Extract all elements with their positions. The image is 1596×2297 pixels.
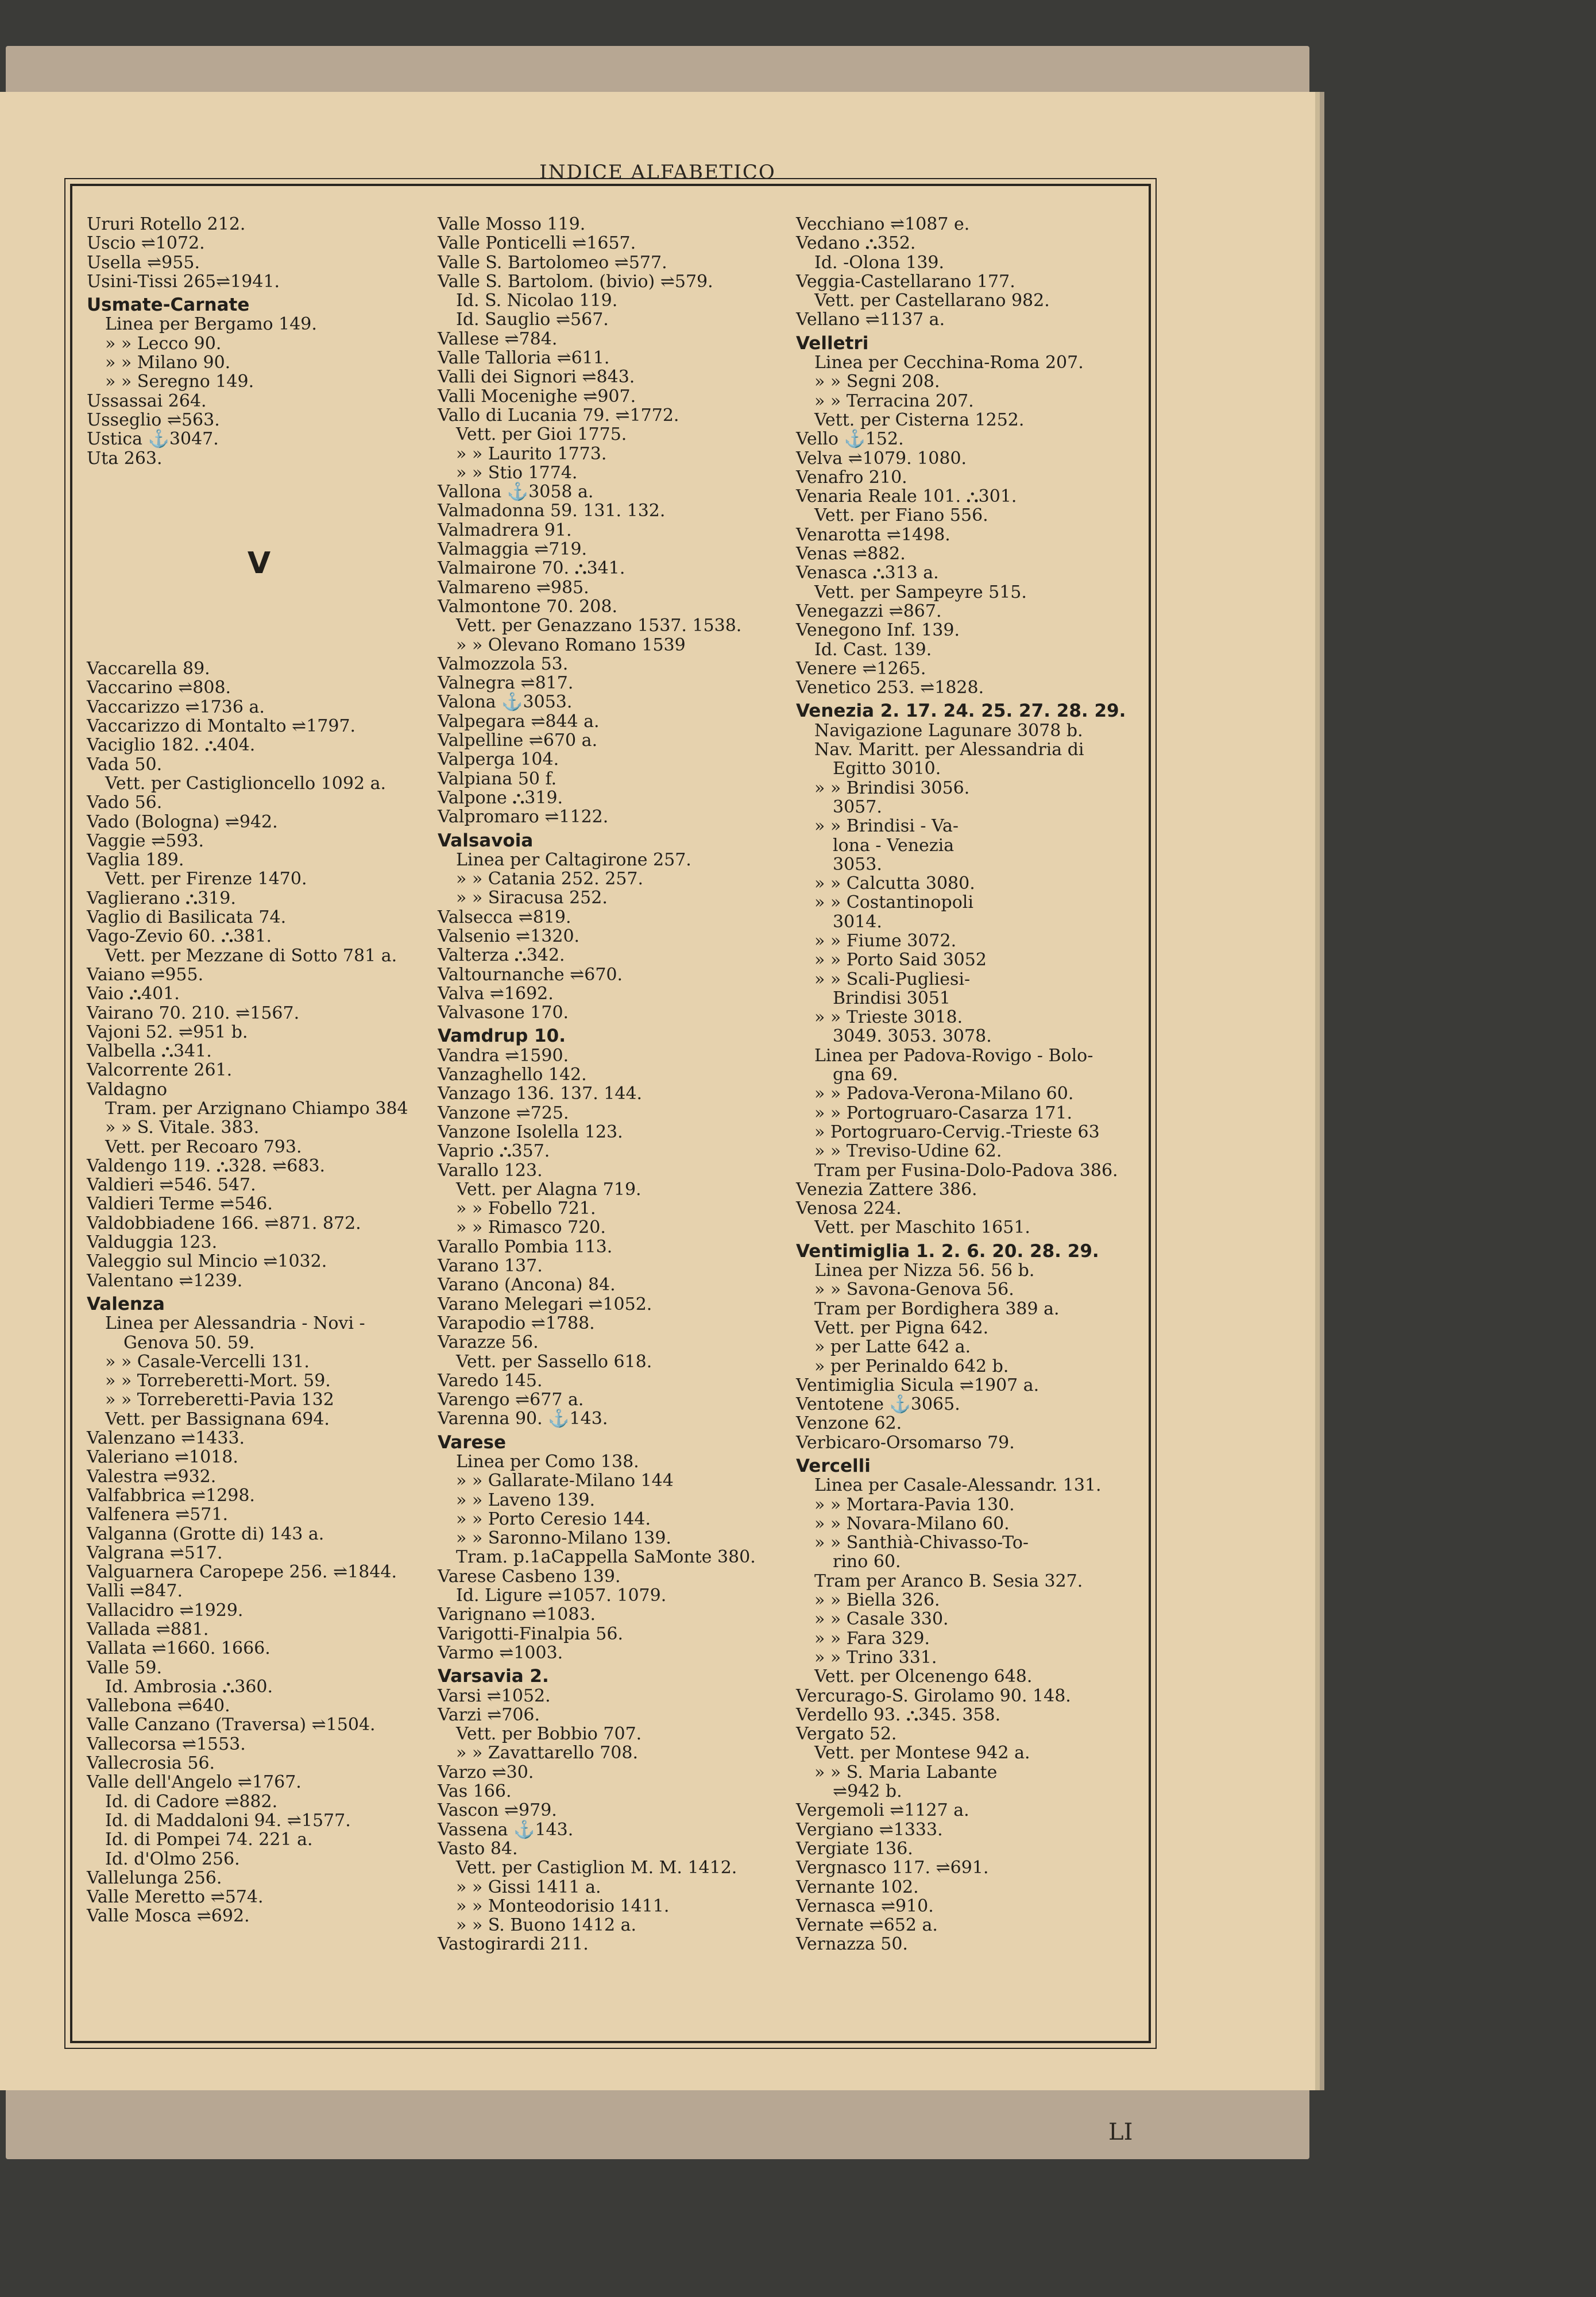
index-entry: Vallacidro ⇌1929. (87, 1600, 244, 1621)
index-entry: » » Catania 252. 257. (456, 869, 644, 890)
index-entry: Vaccarella 89. (87, 659, 210, 679)
index-entry: Linea per Cecchina-Roma 207. (814, 353, 1084, 373)
index-entry: Ventotene ⚓3065. (796, 1394, 960, 1415)
index-entry: Ururi Rotello 212. (87, 214, 246, 234)
index-entry: » » Brindisi 3056. (814, 778, 970, 798)
index-entry: Varallo 123. (438, 1160, 543, 1181)
index-entry: Linea per Caltagirone 257. (456, 849, 691, 870)
index-entry: Valduggia 123. (87, 1232, 218, 1253)
index-entry: Venosa 224. (796, 1198, 902, 1219)
index-entry: Tram per Fusina-Dolo-Padova 386. (814, 1160, 1118, 1181)
index-entry: Vanzone ⇌725. (438, 1103, 569, 1123)
index-entry: Valperga 104. (438, 749, 559, 770)
index-entry: Varsi ⇌1052. (438, 1685, 551, 1706)
index-entry: Vastogirardi 211. (438, 1934, 589, 1955)
index-entry: Vett. per Bassignana 694. (105, 1409, 330, 1429)
index-entry: Vas 166. (438, 1781, 512, 1802)
index-entry: » » Padova-Verona-Milano 60. (814, 1084, 1074, 1104)
index-entry: » » Trieste 3018. (814, 1007, 963, 1028)
index-entry: Usella ⇌955. (87, 252, 200, 273)
index-entry: Varenna 90. ⚓143. (438, 1409, 608, 1429)
index-entry: Valli ⇌847. (87, 1581, 183, 1602)
index-entry: Valpone ⛬319. (438, 787, 563, 808)
index-entry: Valle 59. (87, 1657, 162, 1678)
index-entry: Valcorrente 261. (87, 1060, 233, 1081)
index-heading: Vamdrup 10. (438, 1026, 566, 1047)
index-entry: Vernante 102. (796, 1877, 919, 1897)
index-entry: Vett. per Castiglioncello 1092 a. (105, 773, 386, 794)
index-entry: lona - Venezia (833, 835, 954, 856)
index-entry: Vasto 84. (438, 1838, 518, 1859)
index-entry: Tram. p.1aCappella SaMonte 380. (456, 1547, 756, 1568)
index-entry: Ustica ⚓3047. (87, 429, 219, 450)
index-entry: Venegono Inf. 139. (796, 620, 960, 641)
index-entry: Valeggio sul Mincio ⇌1032. (87, 1251, 327, 1272)
index-entry: Vett. per Castiglion M. M. 1412. (456, 1858, 737, 1878)
index-entry: Valdieri Terme ⇌546. (87, 1194, 273, 1215)
index-entry: Tram. per Arzignano Chiampo 384 (105, 1098, 408, 1119)
index-entry: Vairano 70. 210. ⇌1567. (87, 1003, 300, 1023)
index-entry: » » Laveno 139. (456, 1490, 596, 1510)
index-heading: Valenza (87, 1293, 165, 1314)
index-entry: Vergiano ⇌1333. (796, 1819, 943, 1840)
index-entry: » » S. Vitale. 383. (105, 1117, 260, 1138)
index-entry: Valle Ponticelli ⇌1657. (438, 233, 636, 254)
index-heading: Varsavia 2. (438, 1666, 549, 1687)
index-entry: » » Stio 1774. (456, 462, 578, 483)
index-entry: Valmadrera 91. (438, 520, 572, 540)
index-entry: Varano (Ancona) 84. (438, 1275, 616, 1296)
index-entry: Valle dell'Angelo ⇌1767. (87, 1772, 302, 1793)
index-entry: Valmontone 70. 208. (438, 596, 617, 617)
index-entry: Valfabbrica ⇌1298. (87, 1485, 255, 1506)
index-heading: Valsavoia (438, 830, 534, 851)
index-entry: » » Terracina 207. (814, 390, 974, 411)
index-entry: Vaccarizzo di Montalto ⇌1797. (87, 716, 356, 737)
index-entry: Vett. per Gioi 1775. (456, 424, 627, 445)
index-entry: Vernasca ⇌910. (796, 1896, 934, 1916)
index-entry: Vallada ⇌881. (87, 1619, 209, 1639)
index-entry: Vanzone Isolella 123. (438, 1122, 623, 1142)
index-entry: » » Treviso-Udine 62. (814, 1141, 1002, 1162)
index-entry: Vallo di Lucania 79. ⇌1772. (438, 405, 679, 426)
index-entry: » » Portogruaro-Casarza 171. (814, 1103, 1073, 1123)
index-entry: Linea per Como 138. (456, 1452, 639, 1472)
index-entry: Varzi ⇌706. (438, 1704, 540, 1725)
page-header: INDICE ALFABETICO (539, 161, 776, 184)
index-entry: Ventimiglia Sicula ⇌1907 a. (796, 1375, 1039, 1395)
index-entry: Valguarnera Caropepe 256. ⇌1844. (87, 1562, 397, 1583)
index-entry: Vernazza 50. (796, 1934, 908, 1955)
index-entry: Id. di Pompei 74. 221 a. (105, 1830, 313, 1850)
index-entry: Valdengo 119. ⛬328. ⇌683. (87, 1155, 326, 1176)
index-entry: » » Fara 329. (814, 1628, 930, 1649)
index-entry: Id. S. Nicolao 119. (456, 291, 618, 311)
index-entry: Vello ⚓152. (796, 429, 904, 450)
index-entry: Vett. per Alagna 719. (456, 1179, 642, 1200)
index-entry: Valnegra ⇌817. (438, 673, 574, 694)
index-entry: » » Brindisi - Va- (814, 816, 959, 837)
index-entry: Valona ⚓3053. (438, 692, 573, 713)
index-column-3 (796, 215, 1141, 1954)
index-entry: 3057. (833, 796, 882, 817)
index-entry: Venafro 210. (796, 467, 907, 488)
index-entry: » » Mortara-Pavia 130. (814, 1494, 1015, 1515)
index-entry: Vett. per Sampeyre 515. (814, 582, 1027, 602)
index-entry: Linea per Casale-Alessandr. 131. (814, 1475, 1102, 1496)
index-entry: Valle S. Bartolom. (bivio) ⇌579. (438, 271, 713, 292)
index-entry: Nav. Maritt. per Alessandria di (814, 740, 1084, 760)
index-entry: » » Santhià-Chivasso-To- (814, 1533, 1029, 1553)
index-entry: Varengo ⇌677 a. (438, 1390, 584, 1410)
index-entry: Vaglia 189. (87, 850, 184, 871)
index-entry: Venaria Reale 101. ⛬301. (796, 486, 1017, 507)
index-column-2 (438, 215, 782, 1954)
index-heading: Varese (438, 1432, 507, 1453)
index-entry: Linea per Bergamo 149. (105, 314, 317, 335)
index-entry: Vett. per Genazzano 1537. 1538. (456, 616, 742, 636)
index-entry: Vada 50. (87, 754, 163, 775)
index-entry: Valpelline ⇌670 a. (438, 730, 598, 751)
index-entry: Vallebona ⇌640. (87, 1696, 230, 1716)
index-entry: Valdagno (87, 1079, 168, 1100)
index-entry: Valle Mosso 119. (438, 214, 586, 234)
index-entry: » » S. Maria Labante (814, 1762, 998, 1782)
index-entry: Uta 263. (87, 448, 163, 469)
index-entry: Vandra ⇌1590. (438, 1045, 569, 1066)
index-entry: Vaciglio 182. ⛬404. (87, 735, 256, 756)
index-entry: Valmareno ⇌985. (438, 577, 589, 598)
index-entry: Id. Cast. 139. (814, 639, 932, 660)
index-entry: Valle S. Bartolomeo ⇌577. (438, 252, 667, 273)
index-entry: Vett. per Castellarano 982. (814, 291, 1050, 311)
index-entry: Valle Talloria ⇌611. (438, 348, 610, 369)
index-frame (70, 184, 1151, 2043)
index-entry: Linea per Padova-Rovigo - Bolo- (814, 1045, 1093, 1066)
index-entry: Valli Mocenighe ⇌907. (438, 386, 636, 407)
index-entry: Valterza ⛬342. (438, 945, 565, 966)
index-entry: » » Calcutta 3080. (814, 873, 975, 894)
index-entry: » » S. Buono 1412 a. (456, 1915, 636, 1936)
index-entry: Id. di Maddaloni 94. ⇌1577. (105, 1810, 351, 1831)
index-entry: Valdobbiadene 166. ⇌871. 872. (87, 1213, 361, 1233)
index-entry: ⇌942 b. (833, 1781, 902, 1802)
index-entry: Valli dei Signori ⇌843. (438, 367, 635, 388)
index-entry: » » Fobello 721. (456, 1198, 596, 1219)
index-entry: Varzo ⇌30. (438, 1762, 534, 1782)
index-entry: » » Torreberetti-Mort. 59. (105, 1371, 331, 1391)
index-entry: » » Fiume 3072. (814, 930, 957, 951)
index-entry: Vaiano ⇌955. (87, 964, 204, 985)
index-entry: Venere ⇌1265. (796, 658, 926, 679)
index-heading: Ventimiglia 1. 2. 6. 20. 28. 29. (796, 1240, 1099, 1262)
index-entry: Valtournanche ⇌670. (438, 964, 623, 985)
index-entry: » » Costantinopoli (814, 892, 973, 913)
index-entry: Varmo ⇌1003. (438, 1642, 563, 1663)
index-entry: Vaglierano ⛬319. (87, 888, 236, 908)
page-number: LI (1108, 2119, 1133, 2145)
index-entry: Valpegara ⇌844 a. (438, 711, 600, 732)
index-entry: Venasca ⛬313 a. (796, 563, 939, 583)
index-entry: Ussassai 264. (87, 390, 207, 411)
index-entry: Varano Melegari ⇌1052. (438, 1294, 652, 1314)
index-entry: Varedo 145. (438, 1370, 543, 1391)
index-entry: Vallese ⇌784. (438, 328, 558, 349)
index-entry: Id. -Olona 139. (814, 252, 945, 273)
index-entry: Vaglio di Basilicata 74. (87, 907, 287, 928)
index-entry: » per Perinaldo 642 b. (814, 1356, 1009, 1376)
index-entry: Vallelunga 256. (87, 1867, 222, 1888)
index-entry: Valentano ⇌1239. (87, 1270, 243, 1291)
index-entry: » » Scali-Pugliesi- (814, 969, 971, 989)
index-entry: Vallona ⚓3058 a. (438, 482, 594, 502)
index-entry: Vett. per Fiano 556. (814, 505, 988, 526)
index-entry: Linea per Alessandria - Novi - (105, 1313, 365, 1334)
index-entry: Valmozzola 53. (438, 653, 569, 674)
index-entry: Vascon ⇌979. (438, 1800, 557, 1821)
index-entry: Vassena ⚓143. (438, 1819, 574, 1840)
index-entry: Valpiana 50 f. (438, 768, 557, 789)
index-entry: Vett. per Sassello 618. (456, 1351, 652, 1372)
index-entry: » Portogruaro-Cervig.-Trieste 63 (814, 1122, 1100, 1142)
index-entry: Venetico 253. ⇌1828. (796, 678, 984, 698)
index-entry: Venegazzi ⇌867. (796, 601, 942, 621)
index-entry: Valva ⇌1692. (438, 983, 554, 1004)
index-entry: » » Casale-Vercelli 131. (105, 1351, 310, 1372)
index-entry: Valeriano ⇌1018. (87, 1447, 238, 1468)
index-entry: Vergiate 136. (796, 1838, 913, 1859)
index-entry: Valle Meretto ⇌574. (87, 1887, 264, 1908)
index-entry: » » Trino 331. (814, 1647, 937, 1668)
index-entry: » » Porto Said 3052 (814, 950, 987, 970)
index-entry: » » Zavattarello 708. (456, 1743, 639, 1764)
index-entry: Usini-Tissi 265⇌1941. (87, 271, 280, 292)
index-entry: » » Monteodorisio 1411. (456, 1896, 670, 1916)
index-entry: Egitto 3010. (833, 759, 941, 779)
index-entry: Valle Canzano (Traversa) ⇌1504. (87, 1715, 376, 1735)
index-entry: Vallecrosia 56. (87, 1753, 215, 1774)
index-entry: Valestra ⇌932. (87, 1466, 217, 1487)
index-entry: Vett. per Cisterna 1252. (814, 409, 1025, 430)
index-entry: Vaggie ⇌593. (87, 830, 204, 851)
index-entry: » » Saronno-Milano 139. (456, 1528, 671, 1549)
index-entry: Vado 56. (87, 792, 163, 813)
index-entry: Vanzaghello 142. (438, 1065, 587, 1085)
index-entry: Usseglio ⇌563. (87, 409, 220, 430)
index-entry: Vett. per Maschito 1651. (814, 1217, 1030, 1238)
index-entry: » » Porto Ceresio 144. (456, 1509, 651, 1529)
index-entry: Id. Ambrosia ⛬360. (105, 1676, 273, 1697)
index-entry: Vaccarino ⇌808. (87, 678, 231, 698)
index-entry: Vaprio ⛬357. (438, 1141, 550, 1162)
index-entry: Vago-Zevio 60. ⛬381. (87, 926, 272, 947)
index-entry: Valmairone 70. ⛬341. (438, 558, 625, 579)
index-entry: Venzone 62. (796, 1413, 902, 1434)
index-entry: Vedano ⛬352. (796, 233, 916, 254)
index-entry: Vecchiano ⇌1087 e. (796, 214, 970, 234)
index-entry: rino 60. (833, 1552, 901, 1572)
index-entry: Vett. per Pigna 642. (814, 1317, 989, 1338)
index-entry: Varignano ⇌1083. (438, 1604, 596, 1625)
index-entry: » » Olevano Romano 1539 (456, 635, 686, 655)
index-entry: » » Laurito 1773. (456, 443, 607, 464)
index-entry: Valgrana ⇌517. (87, 1542, 223, 1563)
index-entry: Venarotta ⇌1498. (796, 524, 950, 545)
index-entry: Vercurago-S. Girolamo 90. 148. (796, 1685, 1071, 1706)
index-entry: Venezia Zattere 386. (796, 1179, 977, 1200)
index-entry: Vallecorsa ⇌1553. (87, 1734, 246, 1754)
index-entry: Vellano ⇌1137 a. (796, 310, 945, 330)
index-entry: Valdieri ⇌546. 547. (87, 1175, 256, 1196)
index-entry: Varapodio ⇌1788. (438, 1313, 595, 1333)
index-entry: Id. d'Olmo 256. (105, 1849, 240, 1869)
index-entry: Venas ⇌882. (796, 544, 906, 564)
index-entry: Valmadonna 59. 131. 132. (438, 501, 666, 521)
index-entry: Varazze 56. (438, 1332, 539, 1353)
index-entry: Uscio ⇌1072. (87, 233, 205, 254)
index-entry: Linea per Nizza 56. 56 b. (814, 1260, 1035, 1281)
index-entry: » per Latte 642 a. (814, 1337, 971, 1358)
index-entry: Vett. per Montese 942 a. (814, 1743, 1030, 1764)
index-entry: » » Seregno 149. (105, 372, 254, 392)
index-entry: Valvasone 170. (438, 1003, 569, 1023)
index-entry: Vergnasco 117. ⇌691. (796, 1858, 989, 1878)
index-entry: Vett. per Firenze 1470. (105, 869, 307, 890)
index-entry: » » Gallarate-Milano 144 (456, 1471, 674, 1491)
index-entry: 3014. (833, 911, 882, 932)
section-letter: V (247, 546, 271, 581)
index-entry: Veggia-Castellarano 177. (796, 271, 1015, 292)
index-entry: Vett. per Mezzane di Sotto 781 a. (105, 945, 397, 966)
index-entry: Vett. per Bobbio 707. (456, 1724, 642, 1745)
index-entry: Varese Casbeno 139. (438, 1566, 621, 1587)
index-entry: Vett. per Recoaro 793. (105, 1136, 302, 1157)
index-heading: Velletri (796, 332, 869, 354)
index-entry: Vaccarizzo ⇌1736 a. (87, 697, 265, 717)
index-entry: Valbella ⛬341. (87, 1041, 212, 1062)
index-entry: Id. di Cadore ⇌882. (105, 1791, 278, 1812)
index-entry: Brindisi 3051 (833, 988, 950, 1008)
index-heading: Venezia 2. 17. 24. 25. 27. 28. 29. (796, 701, 1126, 722)
index-entry: Genova 50. 59. (123, 1332, 255, 1353)
index-entry: Valle Mosca ⇌692. (87, 1906, 250, 1927)
index-entry: Id. Sauglio ⇌567. (456, 310, 609, 330)
page (0, 92, 1315, 2145)
index-entry: gna 69. (833, 1065, 898, 1085)
index-entry: » » Rimasco 720. (456, 1217, 606, 1238)
index-entry: Valganna (Grotte di) 143 a. (87, 1523, 324, 1544)
index-entry: » » Savona-Genova 56. (814, 1279, 1014, 1300)
index-entry: Valmaggia ⇌719. (438, 539, 588, 560)
index-entry: » » Segni 208. (814, 372, 940, 392)
index-entry: Valfenera ⇌571. (87, 1505, 229, 1525)
index-entry: Valpromaro ⇌1122. (438, 807, 609, 827)
index-entry: » » Biella 326. (814, 1590, 940, 1611)
index-entry: Valsenio ⇌1320. (438, 926, 580, 946)
index-heading: Usmate-Carnate (87, 295, 250, 316)
index-entry: » » Casale 330. (814, 1609, 949, 1630)
index-entry: Varigotti-Finalpia 56. (438, 1623, 623, 1644)
index-entry: Varallo Pombia 113. (438, 1236, 613, 1257)
index-entry: Velva ⇌1079. 1080. (796, 448, 967, 469)
index-entry: Varano 137. (438, 1256, 543, 1277)
index-entry: Vett. per Olcenengo 648. (814, 1666, 1033, 1687)
index-entry: Navigazione Lagunare 3078 b. (814, 720, 1083, 741)
index-entry: Tram per Bordighera 389 a. (814, 1298, 1060, 1319)
index-entry: » » Siracusa 252. (456, 888, 608, 908)
index-entry: Tram per Aranco B. Sesia 327. (814, 1571, 1083, 1591)
index-entry: Valsecca ⇌819. (438, 907, 571, 927)
index-entry: » » Torreberetti-Pavia 132 (105, 1390, 334, 1410)
index-entry: Verdello 93. ⛬345. 358. (796, 1704, 1001, 1725)
index-entry: Vallata ⇌1660. 1666. (87, 1638, 270, 1659)
index-entry: Vergato 52. (796, 1724, 897, 1745)
index-entry: » » Lecco 90. (105, 333, 222, 354)
index-heading: Vercelli (796, 1456, 871, 1476)
index-entry: Verbicaro-Orsomarso 79. (796, 1432, 1015, 1453)
index-entry: Vado (Bologna) ⇌942. (87, 811, 278, 832)
index-entry: 3049. 3053. 3078. (833, 1026, 992, 1047)
index-entry: Valenzano ⇌1433. (87, 1428, 245, 1449)
index-entry: Vernate ⇌652 a. (796, 1915, 938, 1936)
index-entry: Vanzago 136. 137. 144. (438, 1084, 643, 1104)
index-entry: Vajoni 52. ⇌951 b. (87, 1022, 248, 1042)
index-entry: » » Gissi 1411 a. (456, 1877, 601, 1897)
index-entry: 3053. (833, 854, 882, 875)
index-entry: Id. Ligure ⇌1057. 1079. (456, 1586, 667, 1606)
index-entry: » » Novara-Milano 60. (814, 1513, 1010, 1534)
index-column-1 (87, 215, 431, 1926)
index-entry: Vergemoli ⇌1127 a. (796, 1800, 969, 1821)
index-entry: Vaio ⛬401. (87, 984, 180, 1004)
index-entry: » » Milano 90. (105, 353, 231, 373)
